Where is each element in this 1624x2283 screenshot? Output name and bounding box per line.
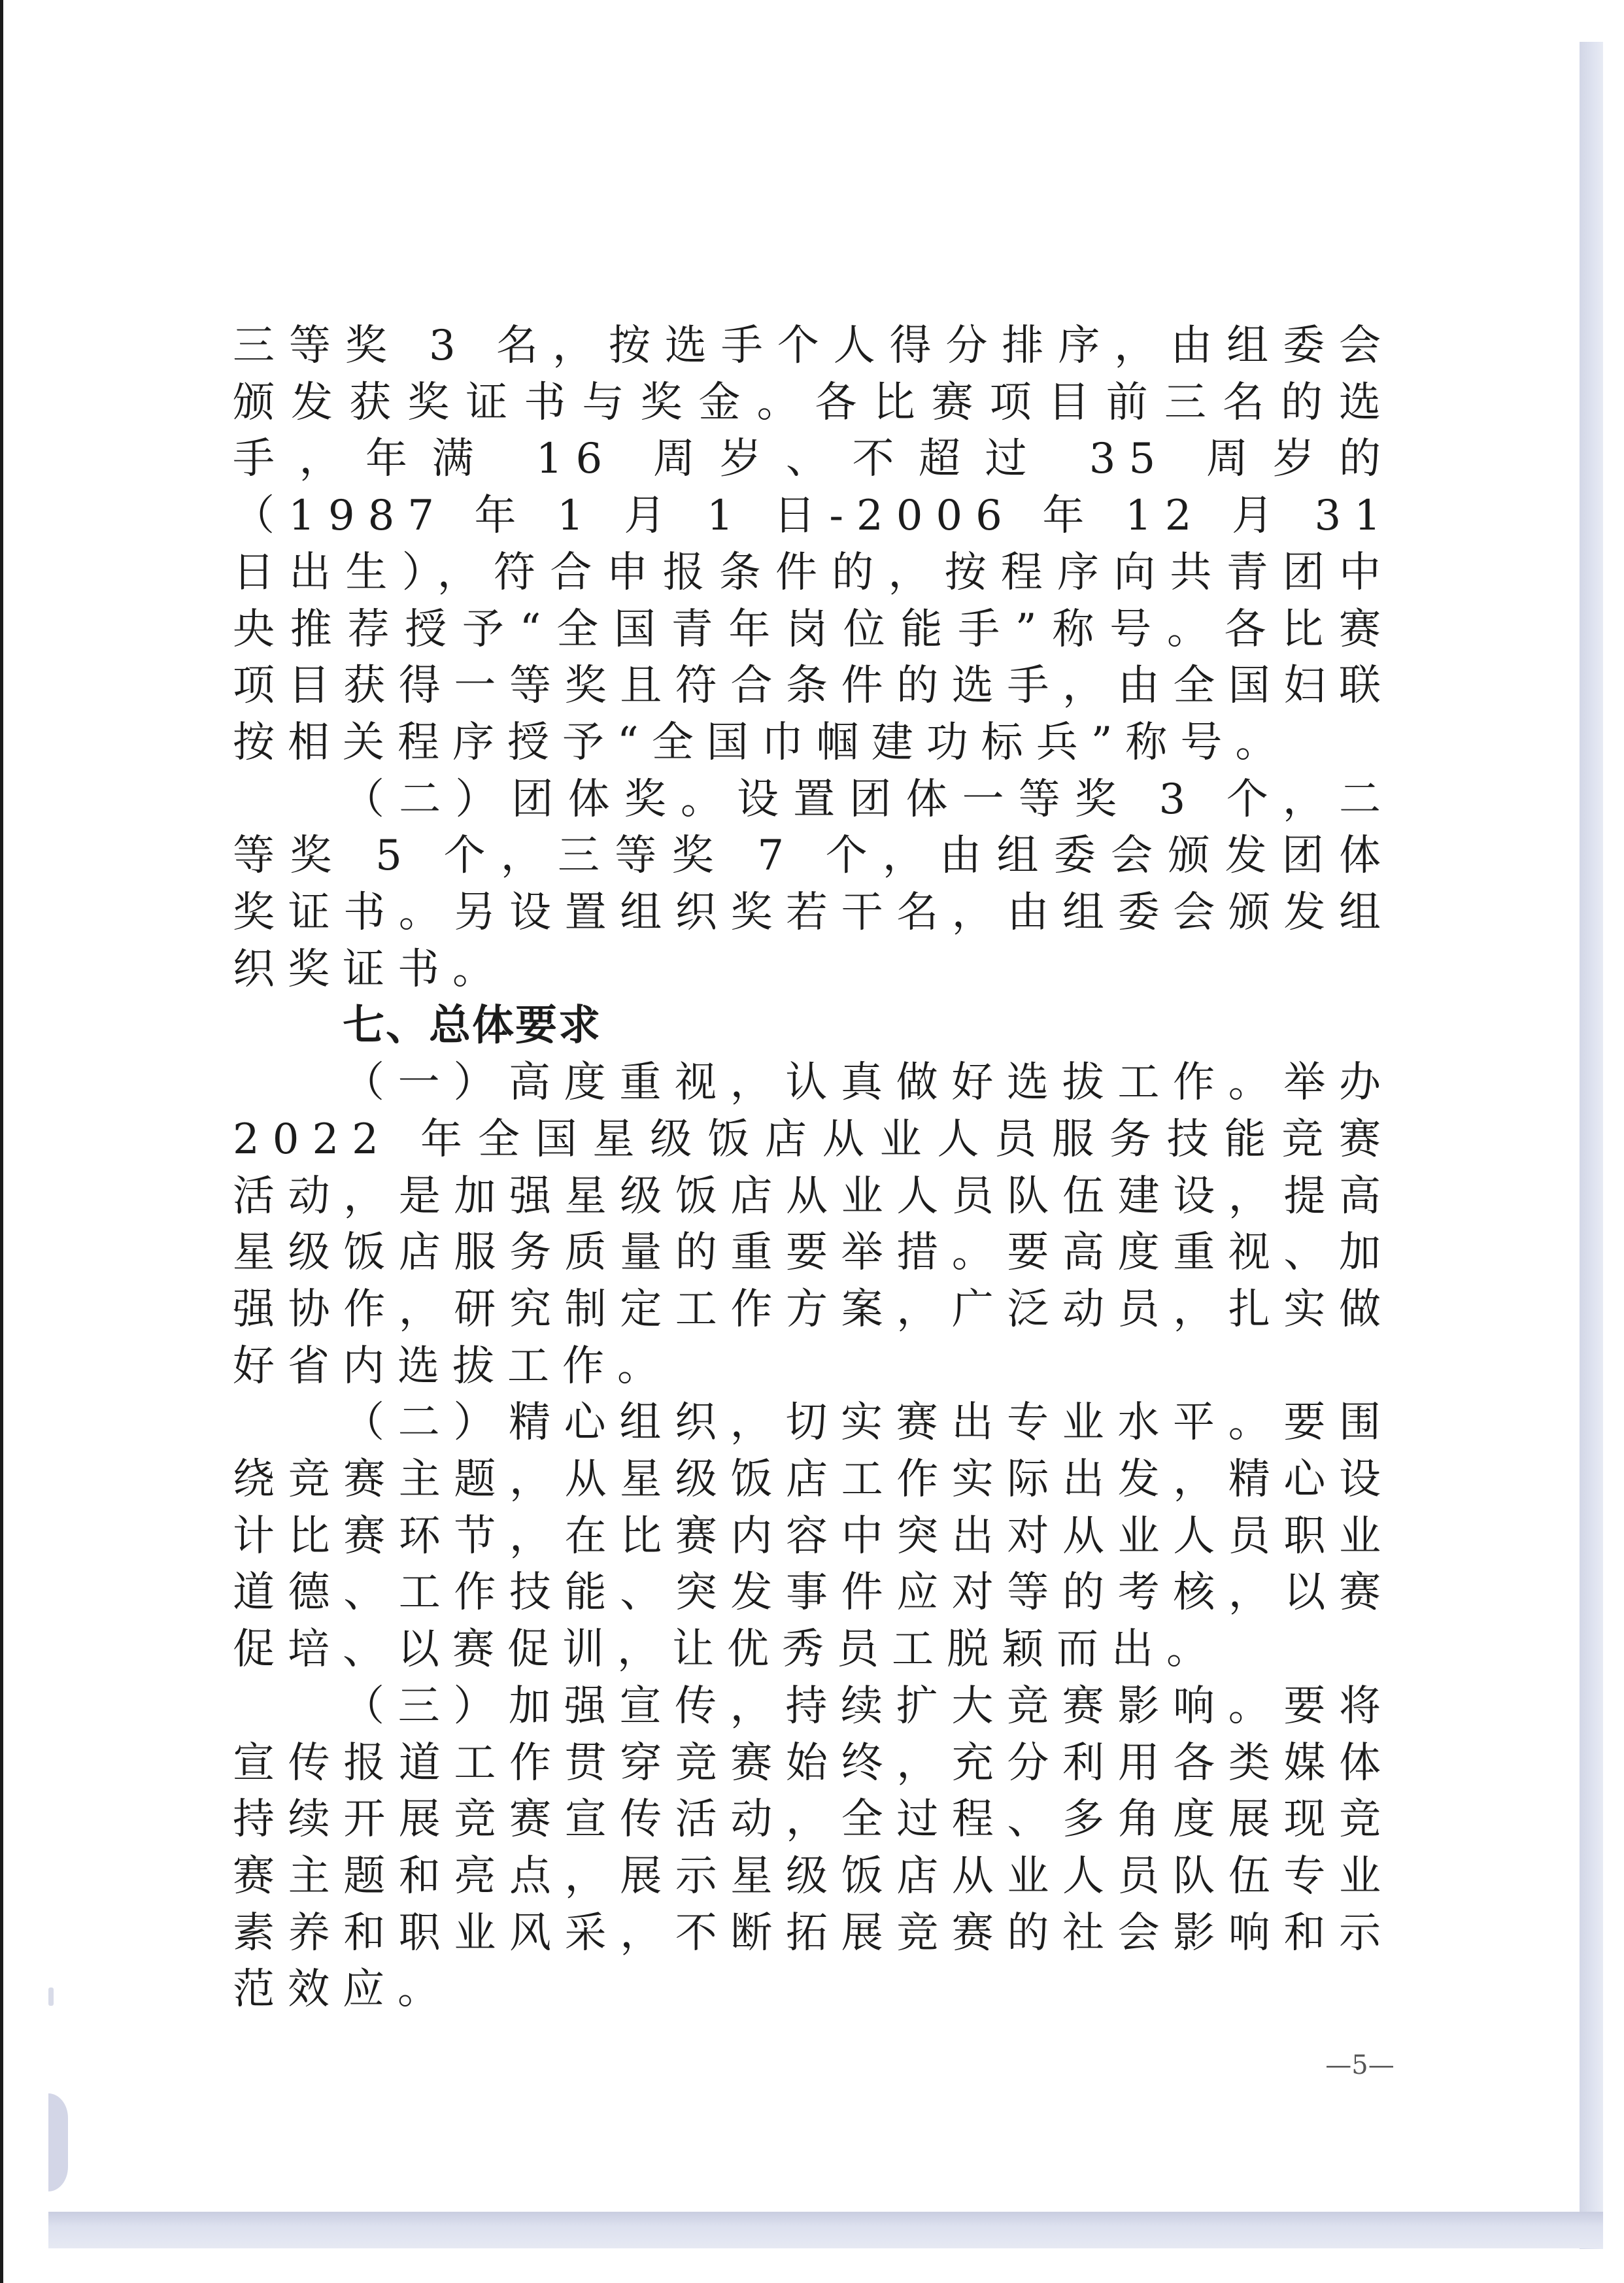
scan-edge-left bbox=[0, 0, 3, 2283]
document-body bbox=[233, 318, 1394, 2018]
scan-speck bbox=[48, 1987, 54, 2006]
page-shadow-right bbox=[1580, 42, 1603, 2249]
page-number: —5— bbox=[1325, 2050, 1395, 2080]
page-shadow-bottom bbox=[48, 2212, 1603, 2248]
paragraph-requirement-2: （二）精心组织，切实赛出专业水平。要围绕竞赛主题，从星级饭店工作实际出发，精心设计比赛环节，在比赛内容中突出对从业人员职业道德、工作技能、突发事件应对等的考核，以赛促培、以赛促训，让优秀员工脱颖而出。 bbox=[233, 1398, 1394, 1674]
section-heading-general-requirements: 七、总体要求 bbox=[343, 1002, 601, 1051]
paragraph-requirement-3: （三）加强宣传，持续扩大竞赛影响。要将宣传报道工作贯穿竞赛始终，充分利用各类媒体持续开展竞赛宣传活动，全过程、多角度展现竞赛主题和亮点，展示星级饭店从业人员队伍专业素养和职业风采，不断拓展竞赛的社会影响和示范效应。 bbox=[233, 1682, 1394, 2014]
paragraph-requirement-1: （一）高度重视，认真做好选拔工作。举办 2022 年全国星级饭店从业人员服务技能竞赛活动，是加强星级饭店从业人员队伍建设，提高星级饭店服务质量的重要举措。要高度重视、加强协作，研究制定工作方案，广泛动员，扎实做好省内选拔工作。 bbox=[233, 1058, 1394, 1391]
binding-mark bbox=[48, 2093, 68, 2191]
paragraph-awards-team: （二）团体奖。设置团体一等奖 3 个，二等奖 5 个，三等奖 7 个，由组委会颁发团体奖证书。另设置组织奖若干名，由组委会颁发组织奖证书。 bbox=[233, 775, 1394, 994]
paragraph-awards-individual: 三等奖 3 名，按选手个人得分排序，由组委会颁发获奖证书与奖金。各比赛项目前三名的选手，年满 16 周岁、不超过 35 周岁的（1987 年 1 月 1 日-2006 年 12 月 31 日出生），符合申报条件的，按程序向共青团中央推荐授予“全国青年岗位能手”称号。各比赛项目获得一等奖且符合条件的选手，由全国妇联按相关程序授予“全国巾帼建功标兵”称号。 bbox=[233, 322, 1394, 767]
